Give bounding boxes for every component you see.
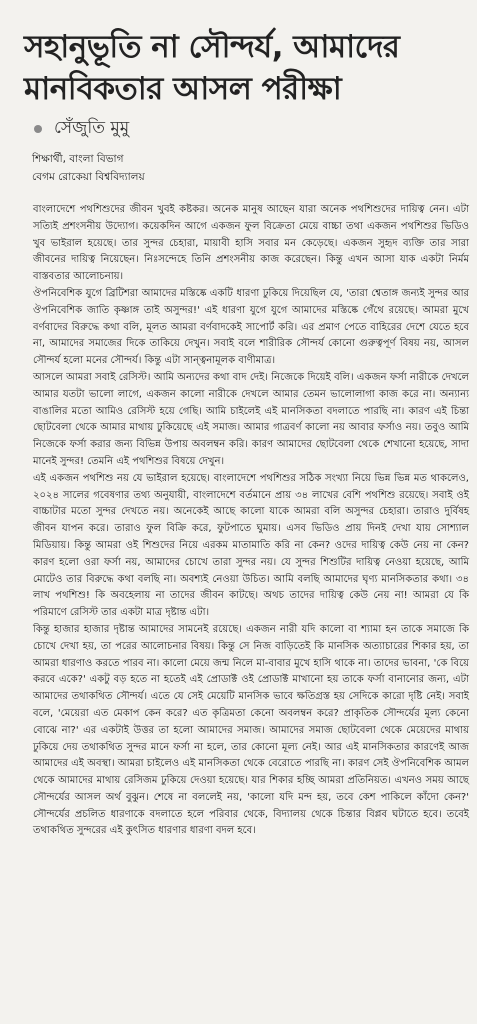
paragraph: বাংলাদেশে পথশিশুদের জীবন খুবই কষ্টকর। অনেক মানুষ আছেন যারা অনেক পথশিশুদের দায়িত্ব নেন। এটা সত্যিই প্রশংসনীয় উদ্যোগ। কয়েকদিন আগে একজন ফুল বিক্রেতা মেয়ে বাচ্চা তথা একজন পথশিশুর ভিডিও খুব ভাইরাল হয়েছে। তার সুন্দর চেহারা, মায়াবী হাসি সবার মন কেড়েছে। একজন সুহৃদ ব্যক্তি তার সারা জীবনের দায়িত্ব নিয়েছেন। নিঃসন্দেহে তিনি প্রশংসনীয় কাজ করেছেন। কিন্তু এখন আসা যাক একটা নির্মম বাস্তবতার আলোচনায়। bbox=[33, 204, 469, 283]
paragraph: এই একজন পথশিশু নয় যে ভাইরাল হয়েছে। বাংলাদেশে পথশিশুর সঠিক সংখ্যা নিয়ে ভিন্ন ভিন্ন মত থাকলেও, ২০২৪ সালের গবেষণার তথ্য অনুযায়ী, বাংলাদেশে বর্তমানে প্রায় ৩৪ লাখের বেশি পথশিশু রয়েছে। সবাই ওই বাচ্চাটার মতো সুন্দর দেখতে নয়। অনেকেই আছে কালো যাকে আমরা বলি অসুন্দর চেহারা। তারাও দুর্বিষহ জীবন যাপন করে। তারাও ফুল বিক্রি করে, ফুটপাতে ঘুমায়। এসব ভিডিও প্রায় দিনই দেখা যায় সোশ্যাল মিডিয়ায়। কিন্তু আমরা ওই শিশুদের নিয়ে এরকম মাতামাতি করি না কেন? ওদের দায়িত্ব কেউ নেয় না কেন? কারণ হলো ওরা ফর্সা নয়, আমাদের চোখে তারা সুন্দর নয়। যে সুন্দর শিশুটির দায়িত্ব নেওয়া হয়েছে, আমি মোটেও তার বিরুদ্ধে কথা বলছি না। অবশ্যই নেওয়া উচিত। আমি বলছি আমাদের ঘৃণ্য মানসিকতার কথা। ৩৪ লাখ পথশিশু! কি অবহেলায় না তাদের জীবন কাটছে। অথচ তাদের দায়িত্ব কেউ নেয় না! আমরা যে কি পরিমাণে রেসিস্ট তার একটা মাত্র দৃষ্টান্ত এটা। bbox=[33, 472, 469, 619]
author-name: সেঁজুতি মুমু bbox=[54, 118, 130, 138]
headline-line-1: সহানুভূতি না সৌন্দর্য, আমাদের bbox=[24, 29, 400, 65]
headline bbox=[24, 26, 464, 110]
paragraph: ঔপনিবেশিক যুগে ব্রিটিশরা আমাদের মস্তিষ্কে একটি ধারণা ঢুকিয়ে দিয়েছিল যে, 'তারা শ্বেতাঙ্গ জন্যই সুন্দর আর ঔপনিবেশিক জাতি কৃষ্ণাঙ্গ তাই অসুন্দর!' এই ধারণা যুগে যুগে আমাদের মস্তিষ্কে গেঁথে রয়েছে। আমরা মুখে বর্ণবাদের বিরুদ্ধে কথা বলি, মূলত আমরা বর্ণবাদকেই সাপোর্ট করি। এর প্রমাণ পেতে বাহিরের দেশে যেতে হবে না, আমাদের সমাজের দিকে তাকিয়ে দেখুন। সবাই বলে শারীরিক সৌন্দর্য কোনো গুরুত্বপূর্ণ বিষয় নয়, আসল সৌন্দর্য হলো মনের সৌন্দর্য। কিন্তু এটা সান্ত্বনামূলক বাণীমাত্র। bbox=[33, 287, 469, 367]
bullet-icon bbox=[34, 125, 42, 133]
author-institution: বেগম রোকেয়া বিশ্ববিদ্যালয় bbox=[32, 171, 145, 183]
paragraph: আসলে আমরা সবাই রেসিস্ট। আমি অন্যদের কথা বাদ দেই। নিজেকে দিয়েই বলি। একজন ফর্সা নারীকে দেখলে আমার যতটা ভালো লাগে, একজন কালো নারীকে দেখলে আমার তেমন ভালোলাগা কাজ করে না। অন্যান্য বাঙালির মতো আমিও রেসিস্ট হয়ে গেছি। আমি চাইলেই এই মানসিকতা বদলাতে পারছি না। কারণ এই চিন্তা ছোটবেলা থেকে আমার মাথায় ঢুকিয়েছে এই সমাজ। আমার গাত্রবর্ণ কালো নয় আবার ফর্সাও নয়। তবুও আমি নিজেকে ফর্সা করার জন্য বিভিন্ন উপায় অবলম্বন করি। কারণ আমাদের ছোটবেলা থেকে শেখানো হয়েছে, সাদা মানেই সুন্দর! তেমনি এই পথশিশুর বিষয়ে দেখুন। bbox=[33, 371, 469, 467]
author-affiliation bbox=[32, 150, 145, 186]
author-role: শিক্ষার্থী, বাংলা বিভাগ bbox=[32, 153, 124, 165]
byline bbox=[34, 118, 129, 140]
article-body bbox=[33, 202, 469, 840]
headline-line-2: মানবিকতার আসল পরীক্ষা bbox=[24, 71, 342, 107]
paragraph: কিন্তু হাজার হাজার দৃষ্টান্ত আমাদের সামনেই রয়েছে। একজন নারী যদি কালো বা শ্যামা হন তাকে সমাজে কি চোখে দেখা হয়, তা পরের আলোচনার বিষয়। কিন্তু সে নিজ বাড়িতেই কি মানসিক অত্যাচারের শিকার হয়, তা আমরা ধারণাও করতে পারব না। কালো মেয়ে জন্ম নিলে মা-বাবার মুখে হাসি থাকে না। তাদের ভাবনা, 'কে বিয়ে করবে একে?' একটু বড় হতে না হতেই এই প্রোডাক্ট ওই প্রোডাক্ট মাখানো হয় তাকে ফর্সা বানানোর জন্য, এটা আমাদের তথাকথিত সৌন্দর্য। এতে যে সেই মেয়েটি মানসিক ভাবে ক্ষতিগ্রস্ত হয় সেদিকে কারো দৃষ্টি নেই। সবাই বলে, 'মেয়েরা এত মেকাপ কেন করে? এত কৃত্রিমতা কেনো অবলম্বন করে? প্রাকৃতিক সৌন্দর্যের মূল্য কেনো বোঝে না?' এর একটাই উত্তর তা হলো আমাদের সমাজ। আমাদের সমাজ ছোটবেলা থেকে মেয়েদের মাথায় ঢুকিয়ে দেয় তথাকথিত সুন্দর মানে ফর্সা না হলে, তার কোনো মূল্য নেই। আর এই মানসিকতার কারণেই আজ আমাদের এই অবস্থা। আমরা চাইলেও এই মানসিকতা থেকে বেরোতে পারছি না। কারণ সেই ঔপনিবেশিক আমল থেকে আমাদের মাথায় রেসিজম ঢুকিয়ে দেওয়া হয়েছে। যার শিকার হচ্ছি আমরা প্রতিনিয়ত। এখনও সময় আছে সৌন্দর্যের আসল অর্থ বুঝুন। শেষে না বললেই নয়, 'কালো যদি মন্দ হয়, তবে কেশ পাকিলে কাঁদো কেন?' সৌন্দর্যের প্রচলিত ধারণাকে বদলাতে হলে পরিবার থেকে, বিদ্যালয় থেকে চিন্তার বিপ্লব ঘটাতে হবে। তবেই তথাকথিত সুন্দরের এই কুৎসিত ধারণার ধারণা বদল হবে। bbox=[33, 623, 469, 837]
